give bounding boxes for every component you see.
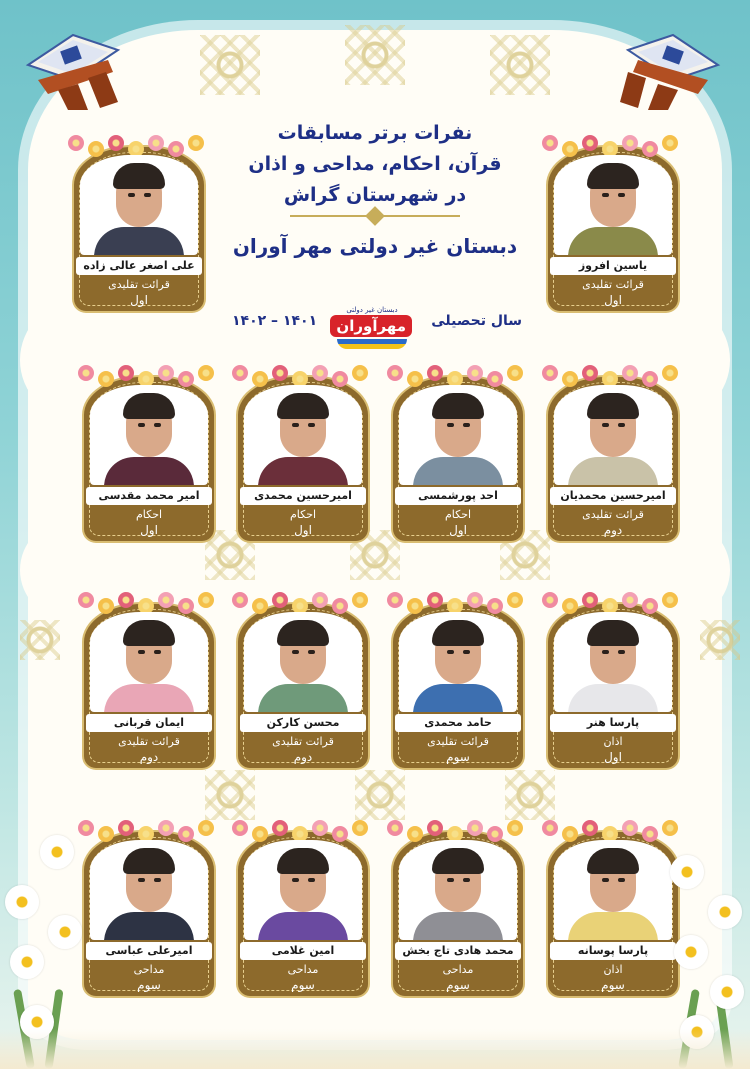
flower-icon: [582, 365, 598, 381]
flower-icon: [252, 598, 268, 614]
flower-icon: [407, 371, 423, 387]
hair: [432, 848, 484, 874]
competition-field: قرائت تقلیدی: [108, 278, 170, 291]
student-rank: سوم: [446, 750, 470, 764]
eye: [308, 650, 315, 654]
eye: [138, 878, 145, 882]
competition-field: قرائت تقلیدی: [582, 278, 644, 291]
logo-wave-icon: [337, 339, 407, 349]
eye: [154, 423, 161, 427]
student-photo: [90, 612, 208, 712]
competition-field: قرائت تقلیدی: [427, 735, 489, 748]
student-rank: اول: [140, 523, 158, 537]
flower-icon: [467, 365, 483, 381]
competition-field: مداحی: [133, 963, 165, 976]
flower-icon: [467, 820, 483, 836]
flower-icon: [387, 592, 403, 608]
hair: [113, 163, 165, 189]
flower-icon: [312, 592, 328, 608]
hair: [277, 393, 329, 419]
competition-field: احکام: [135, 508, 163, 521]
flower-icon: [662, 365, 678, 381]
flower-icon: [622, 820, 638, 836]
eye: [618, 193, 625, 197]
shirt: [568, 227, 658, 255]
eye: [138, 650, 145, 654]
title-block: [200, 118, 550, 261]
shirt: [413, 684, 503, 712]
flower-icon: [178, 371, 194, 387]
flower-icon: [158, 365, 174, 381]
flower-icon: [642, 141, 658, 157]
student-card: [74, 820, 224, 1010]
competition-field: قرائت تقلیدی: [272, 735, 334, 748]
student-rank: سوم: [137, 978, 161, 992]
hair: [432, 393, 484, 419]
lattice-ornament: [200, 35, 260, 95]
student-photo: [399, 385, 517, 485]
hair: [123, 393, 175, 419]
eye: [292, 878, 299, 882]
flower-icon: [148, 135, 164, 151]
flower-icon: [232, 592, 248, 608]
hair: [123, 620, 175, 646]
eye: [602, 423, 609, 427]
flower-icon: [542, 592, 558, 608]
lattice-ornament: [20, 620, 60, 660]
competition-field: مداحی: [287, 963, 319, 976]
shirt: [104, 912, 194, 940]
flower-icon: [542, 365, 558, 381]
flower-icon: [562, 141, 578, 157]
hair: [587, 163, 639, 189]
student-photo: [244, 385, 362, 485]
student-photo: [554, 385, 672, 485]
flower-icon: [232, 820, 248, 836]
student-photo: [399, 612, 517, 712]
student-card: [538, 135, 688, 325]
flower-icon: [98, 598, 114, 614]
student-name: حامد محمدی: [395, 714, 521, 732]
eye: [602, 878, 609, 882]
student-name: امیرحسین محمدی: [240, 487, 366, 505]
flower-icon: [78, 365, 94, 381]
competition-field: قرائت تقلیدی: [118, 735, 180, 748]
student-name: پارسا پوسانه: [550, 942, 676, 960]
title-line: در شهرستان گراش: [283, 184, 467, 206]
eye: [292, 423, 299, 427]
student-rank: سوم: [601, 978, 625, 992]
shirt: [258, 684, 348, 712]
flower-icon: [158, 820, 174, 836]
student-card: [228, 365, 378, 555]
flower-icon: [507, 365, 523, 381]
academic-year-row: [232, 305, 522, 365]
flower-icon: [407, 826, 423, 842]
student-photo: [554, 612, 672, 712]
student-photo: [244, 612, 362, 712]
flower-icon: [487, 598, 503, 614]
student-card: [383, 592, 533, 782]
eye: [463, 878, 470, 882]
eye: [463, 423, 470, 427]
daffodil-icon: [48, 915, 82, 949]
shirt: [413, 457, 503, 485]
flower-icon: [252, 826, 268, 842]
student-name: محمد هادی تاج بخش: [395, 942, 521, 960]
flower-icon: [252, 371, 268, 387]
flower-icon: [198, 365, 214, 381]
flower-icon: [662, 592, 678, 608]
student-rank: دوم: [293, 750, 313, 764]
school-name: دبستان غیر دولتی مهر آوران: [232, 234, 518, 258]
flower-icon: [272, 820, 288, 836]
hair: [587, 620, 639, 646]
student-card: [538, 365, 688, 555]
flower-icon: [562, 826, 578, 842]
hair: [587, 848, 639, 874]
flower-icon: [98, 826, 114, 842]
student-name: امیرحسین محمدیان: [550, 487, 676, 505]
flower-icon: [178, 826, 194, 842]
student-rank: دوم: [139, 750, 159, 764]
eye: [618, 878, 625, 882]
hair: [432, 620, 484, 646]
shirt: [104, 684, 194, 712]
student-name: احد پورشمسی: [395, 487, 521, 505]
flower-icon: [467, 592, 483, 608]
hair: [277, 620, 329, 646]
flower-icon: [562, 371, 578, 387]
logo-small-text: دبستان غیر دولتی: [346, 306, 398, 314]
student-name: ایمان قربانی: [86, 714, 212, 732]
competition-field: قرائت تقلیدی: [582, 508, 644, 521]
flower-icon: [168, 141, 184, 157]
student-name: امین غلامی: [240, 942, 366, 960]
student-card: [74, 365, 224, 555]
flower-icon: [332, 826, 348, 842]
year-label: سال تحصیلی: [431, 313, 522, 329]
competition-field: احکام: [444, 508, 472, 521]
student-card: [538, 592, 688, 782]
student-card: [228, 592, 378, 782]
eye: [154, 650, 161, 654]
student-rank: اول: [130, 293, 148, 307]
flower-icon: [188, 135, 204, 151]
student-rank: سوم: [446, 978, 470, 992]
flower-icon: [507, 592, 523, 608]
flower-icon: [622, 592, 638, 608]
flower-icon: [78, 592, 94, 608]
student-card: [74, 592, 224, 782]
flower-icon: [198, 820, 214, 836]
shirt: [568, 457, 658, 485]
eye: [602, 193, 609, 197]
flower-icon: [662, 135, 678, 151]
student-rank: اول: [604, 293, 622, 307]
shirt: [413, 912, 503, 940]
daffodil-icon: [674, 935, 708, 969]
student-photo: [554, 155, 672, 255]
eye: [308, 878, 315, 882]
flower-icon: [642, 826, 658, 842]
flower-icon: [642, 371, 658, 387]
title-divider: [290, 215, 460, 225]
flower-icon: [507, 820, 523, 836]
shirt: [568, 684, 658, 712]
flower-icon: [232, 365, 248, 381]
student-card: [383, 365, 533, 555]
student-photo: [90, 385, 208, 485]
student-photo: [80, 155, 198, 255]
eye: [144, 193, 151, 197]
eye: [308, 423, 315, 427]
flower-icon: [427, 592, 443, 608]
flower-icon: [118, 592, 134, 608]
flower-icon: [312, 820, 328, 836]
daffodil-icon: [5, 885, 39, 919]
eye: [128, 193, 135, 197]
daffodil-icon: [10, 945, 44, 979]
competition-field: اذان: [603, 963, 623, 976]
eye: [602, 650, 609, 654]
student-card: [64, 135, 214, 325]
eye: [618, 423, 625, 427]
lattice-ornament: [490, 35, 550, 95]
flower-icon: [332, 371, 348, 387]
school-logo: [332, 305, 412, 361]
student-card: [228, 820, 378, 1010]
flower-icon: [622, 135, 638, 151]
student-rank: اول: [449, 523, 467, 537]
flower-icon: [582, 135, 598, 151]
flower-icon: [427, 820, 443, 836]
student-name: پارسا هنر: [550, 714, 676, 732]
flower-icon: [582, 592, 598, 608]
flower-icon: [352, 592, 368, 608]
flower-icon: [387, 820, 403, 836]
eye: [292, 650, 299, 654]
lattice-ornament: [345, 25, 405, 85]
student-photo: [90, 840, 208, 940]
shirt: [104, 457, 194, 485]
student-rank: اول: [294, 523, 312, 537]
shirt: [94, 227, 184, 255]
student-photo: [399, 840, 517, 940]
quran-stand-icon: [18, 10, 128, 110]
flower-icon: [407, 598, 423, 614]
student-name: امیر محمد مقدسی: [86, 487, 212, 505]
flower-icon: [312, 365, 328, 381]
student-rank: سوم: [291, 978, 315, 992]
daffodil-icon: [710, 975, 744, 1009]
student-name: یاسین افروز: [550, 257, 676, 275]
flower-icon: [542, 820, 558, 836]
flower-icon: [88, 141, 104, 157]
shirt: [568, 912, 658, 940]
bottom-strip: [0, 1029, 750, 1069]
quran-stand-icon: [618, 10, 728, 110]
flower-icon: [98, 371, 114, 387]
student-name: علی اصغر عالی زاده: [76, 257, 202, 275]
hair: [123, 848, 175, 874]
daffodil-icon: [708, 895, 742, 929]
flower-icon: [427, 365, 443, 381]
student-name: امیرعلی عباسی: [86, 942, 212, 960]
flower-icon: [487, 371, 503, 387]
flower-icon: [582, 820, 598, 836]
flower-icon: [487, 826, 503, 842]
daffodil-icon: [40, 835, 74, 869]
lattice-ornament: [700, 620, 740, 660]
flower-icon: [178, 598, 194, 614]
eye: [447, 878, 454, 882]
student-rank: اول: [604, 750, 622, 764]
eye: [447, 423, 454, 427]
competition-field: اذان: [603, 735, 623, 748]
flower-icon: [642, 598, 658, 614]
eye: [154, 878, 161, 882]
flower-icon: [68, 135, 84, 151]
flower-icon: [352, 820, 368, 836]
title-line: قرآن، احکام، مداحی و اذان: [248, 153, 502, 175]
year-value: ۱۴۰۲ – ۱۴۰۱: [232, 313, 318, 329]
flower-icon: [622, 365, 638, 381]
flower-icon: [387, 365, 403, 381]
competition-field: احکام: [289, 508, 317, 521]
shirt: [258, 912, 348, 940]
flower-icon: [562, 598, 578, 614]
hair: [587, 393, 639, 419]
flower-icon: [118, 820, 134, 836]
title-line: نفرات برتر مسابقات: [277, 122, 473, 144]
flower-icon: [118, 365, 134, 381]
competition-field: مداحی: [442, 963, 474, 976]
flower-icon: [198, 592, 214, 608]
shirt: [258, 457, 348, 485]
hair: [277, 848, 329, 874]
eye: [463, 650, 470, 654]
student-rank: دوم: [603, 523, 623, 537]
flower-icon: [542, 135, 558, 151]
eye: [138, 423, 145, 427]
flower-icon: [352, 365, 368, 381]
flower-icon: [332, 598, 348, 614]
student-photo: [244, 840, 362, 940]
flower-icon: [272, 592, 288, 608]
student-card: [383, 820, 533, 1010]
flower-icon: [158, 592, 174, 608]
flower-icon: [272, 365, 288, 381]
flower-icon: [108, 135, 124, 151]
student-photo: [554, 840, 672, 940]
eye: [447, 650, 454, 654]
student-name: محسن کارکن: [240, 714, 366, 732]
logo-main-text: مهرآوران: [330, 315, 412, 337]
daffodil-icon: [670, 855, 704, 889]
eye: [618, 650, 625, 654]
